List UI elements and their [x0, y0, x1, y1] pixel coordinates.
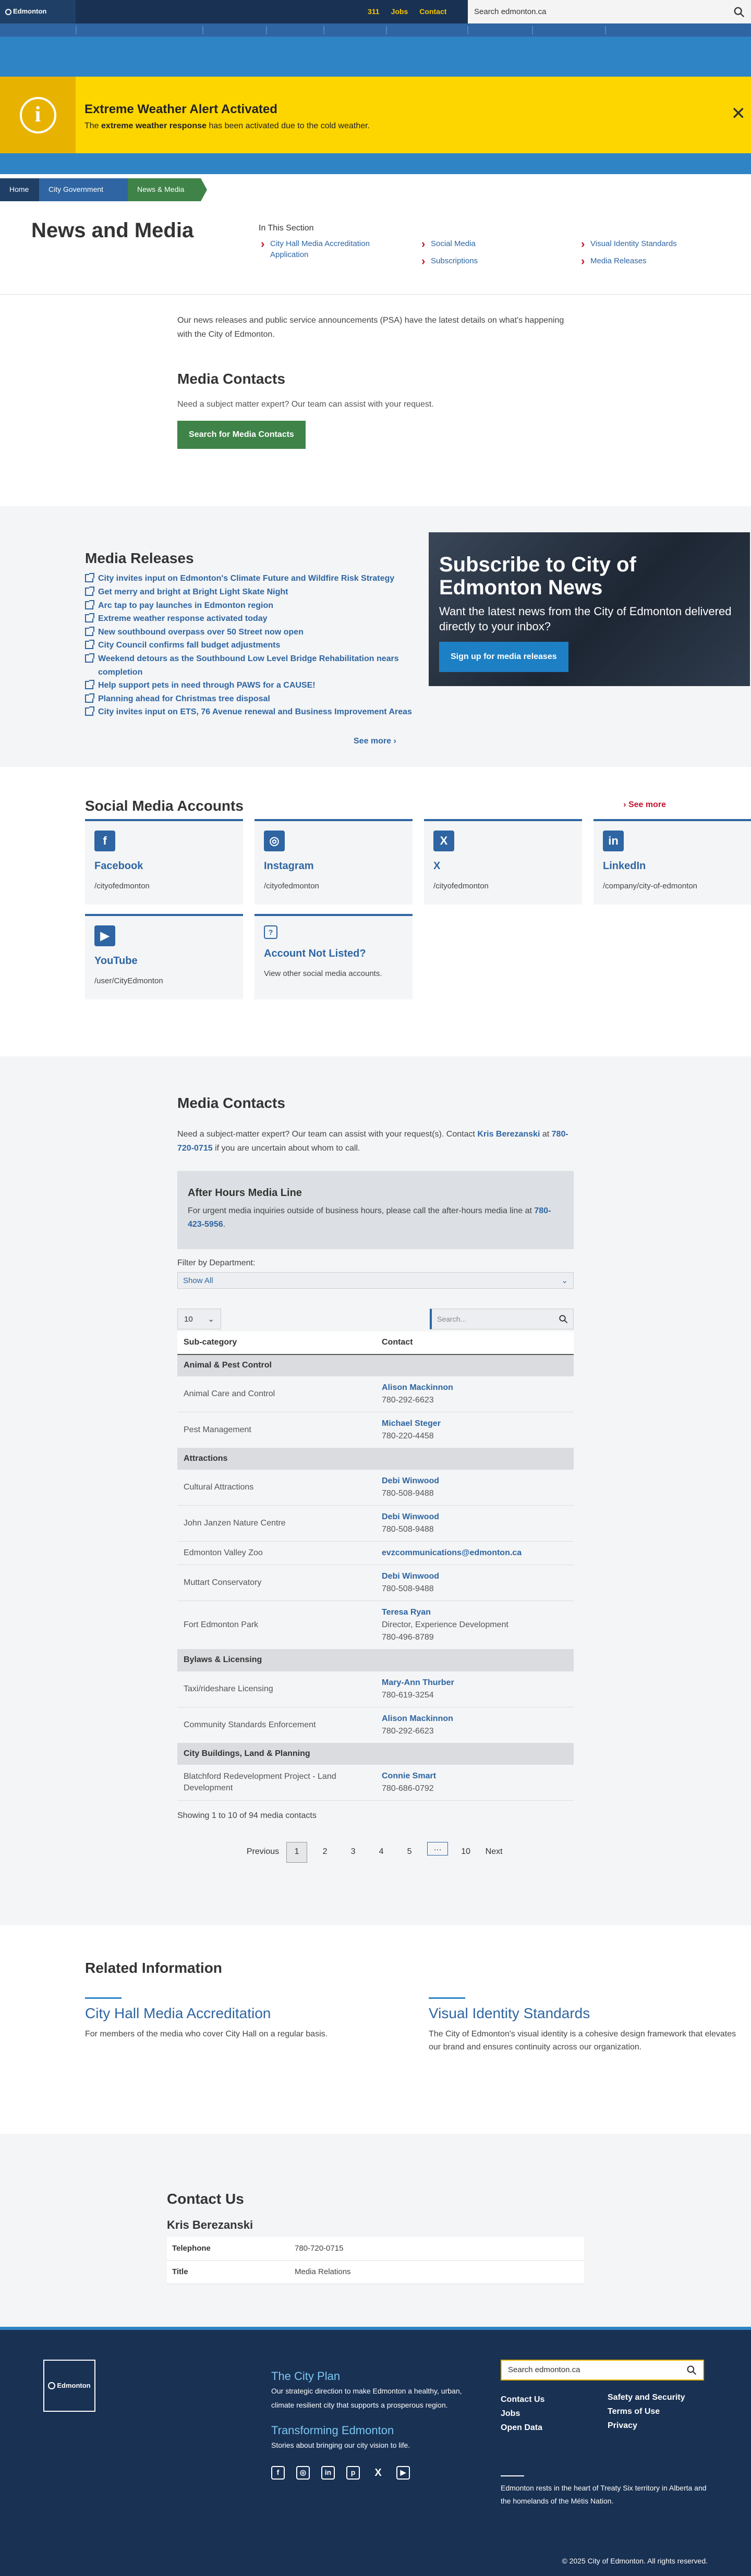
contact-cell	[376, 1506, 574, 1542]
section-link-media-releases[interactable]: › Media Releases	[580, 255, 647, 266]
pagination	[177, 1842, 574, 1863]
social-card-handle: /company/city-of-edmonton	[603, 882, 697, 891]
youtube-icon[interactable]: ▶	[396, 2466, 410, 2480]
lightbulb-icon: ?	[264, 925, 277, 939]
table-row	[177, 1542, 574, 1565]
social-title: Social Media Accounts	[85, 798, 244, 814]
contact-info: 780-292-6623	[382, 1396, 434, 1405]
table-row	[177, 1506, 574, 1542]
table-row	[177, 1765, 574, 1801]
signup-media-releases-button[interactable]: Sign up for media releases	[439, 642, 568, 672]
social-card-handle: /user/CityEdmonton	[94, 976, 163, 986]
contact-name-link[interactable]: Debi Winwood	[382, 1512, 440, 1522]
table-row	[177, 1376, 574, 1412]
chevron-down-icon: ⌄	[208, 1314, 214, 1324]
contact-name-link[interactable]: Connie Smart	[382, 1772, 437, 1781]
after-hours-title: After Hours Media Line	[188, 1187, 302, 1199]
copyright: © 2025 City of Edmonton. All rights reserved.	[562, 2557, 708, 2566]
department-filter-select[interactable]: Show All ⌄	[177, 1272, 574, 1289]
contact-cell	[376, 1542, 574, 1565]
section-link-accreditation[interactable]: › City Hall Media Accreditation Application	[260, 238, 406, 260]
social-card-name[interactable]: LinkedIn	[603, 860, 646, 872]
contact-cell	[376, 1565, 574, 1601]
in-this-section-title: In This Section	[259, 224, 314, 233]
contact-info: 780-508-9488	[382, 1584, 434, 1594]
table-group-row: Attractions	[177, 1448, 574, 1470]
chevron-down-icon: ⌄	[561, 1276, 568, 1285]
contact-cell	[376, 1376, 574, 1412]
edmonton-logo[interactable]: Edmonton	[0, 0, 76, 23]
social-see-more-link[interactable]: › See more	[623, 800, 666, 810]
media-releases-section	[42, 506, 732, 767]
footer: Edmonton The City Plan Our strategic direction to make Edmonton a healthy, urban, climate resilient city that supports a prosperous region. Transforming Edmonton Stories about bringing our city vision to life. f ◎ in p X ▶ Search edmonton.ca Contact Us Jobs Open Data Safety and Security Terms of Use Privacy Edmonton rests in the heart of Treaty Six territory in Alberta and the homelands of the Métis Nation. © 2025 City of Edmonton. All rights reserved.	[0, 2327, 751, 2576]
x-icon[interactable]: X	[374, 2467, 382, 2479]
page-length-select[interactable]: 10 ⌄	[177, 1309, 221, 1329]
weather-alert	[0, 77, 751, 153]
table-row	[177, 1707, 574, 1743]
releases-see-more-link[interactable]: See more ›	[354, 737, 396, 746]
sub-category-cell: Taxi/rideshare Licensing	[177, 1671, 376, 1707]
social-card[interactable]	[85, 819, 243, 905]
external-link-icon	[85, 588, 93, 596]
search-icon[interactable]	[686, 2365, 697, 2375]
media-release-link[interactable]: New southbound overpass over 50 Street now open	[85, 626, 414, 639]
intro-section	[177, 295, 574, 506]
table-group-row: City Buildings, Land & Planning	[177, 1743, 574, 1764]
media-release-link[interactable]: City invites input on Edmonton's Climate Future and Wildfire Risk Strategy	[85, 572, 414, 585]
media-release-link[interactable]: Help support pets in need through PAWS for a CAUSE!	[85, 679, 414, 692]
facebook-icon: f	[94, 831, 115, 851]
logo-ring-icon	[5, 9, 11, 15]
social-media-section	[42, 767, 709, 1056]
filter-label: Filter by Department:	[177, 1258, 256, 1267]
contact-name: Kris Berezanski	[167, 2218, 253, 2231]
after-hours-text: For urgent media inquiries outside of business hours, please call the after-hours media line at 780-423-5956.	[188, 1206, 551, 1229]
external-link-icon	[85, 681, 93, 689]
after-hours-phone-link[interactable]: 780-423-5956	[188, 1206, 551, 1229]
media-releases-list	[85, 572, 414, 719]
related-title: Related Information	[85, 1959, 222, 1976]
footer-link-open-data[interactable]: Open Data	[501, 2423, 543, 2433]
instagram-icon: ◎	[264, 831, 285, 851]
breadcrumb-news-media[interactable]: News & Media	[128, 178, 201, 201]
contact-us-section	[0, 2134, 751, 2327]
sub-category-cell: Pest Management	[177, 1412, 376, 1448]
media-release-link[interactable]: City invites input on ETS, 76 Avenue renewal and Business Improvement Areas	[85, 705, 414, 719]
related-information-section	[42, 1925, 736, 2134]
contact-cell	[376, 1470, 574, 1506]
column-header-sub-category[interactable]: Sub-category	[177, 1332, 376, 1354]
column-header-contact[interactable]: Contact	[376, 1332, 574, 1354]
media-contacts-lead: Need a subject-matter expert? Our team can assist with your request(s). Contact Kris Berezanski at 780-720-0715 if you are uncertain about whom to call.	[177, 1129, 568, 1153]
contact-name-link[interactable]: Debi Winwood	[382, 1572, 440, 1581]
media-release-link[interactable]: Get merry and bright at Bright Light Skate Night	[85, 585, 414, 599]
youtube-icon: ▶	[94, 925, 115, 946]
pinterest-icon[interactable]: p	[346, 2466, 360, 2480]
external-link-icon	[85, 654, 93, 663]
external-link-icon	[85, 601, 93, 609]
sub-nav	[0, 23, 751, 37]
sub-category-cell: Blatchford Redevelopment Project - Land Development	[177, 1765, 376, 1801]
subscribe-text: Want the latest news from the City of Edmonton delivered directly to your inbox?	[439, 605, 732, 633]
lead-phone-link[interactable]: 780-720-0715	[177, 1129, 568, 1153]
footer-link-contact[interactable]: Contact Us	[501, 2395, 545, 2404]
contact-row: Telephone 780-720-0715	[167, 2237, 584, 2261]
media-contacts-section	[177, 1056, 574, 1925]
social-card-name[interactable]: Facebook	[94, 860, 143, 872]
intro-heading: Media Contacts	[177, 371, 285, 387]
intro-text: Our news releases and public service announcements (PSA) have the latest details on what's happening with the City of Edmonton.	[177, 316, 564, 339]
social-card[interactable]	[85, 914, 243, 999]
media-release-link[interactable]: Weekend detours as the Southbound Low Level Bridge Rehabilitation nears completion	[85, 652, 414, 679]
footer-logo[interactable]: Edmonton	[43, 2360, 95, 2412]
contact-info: 780-220-4458	[382, 1432, 434, 1441]
contact-cell	[376, 1601, 574, 1650]
social-card[interactable]	[424, 819, 582, 905]
alert-title: Extreme Weather Alert Activated	[84, 102, 277, 116]
media-release-link[interactable]: Extreme weather response activated today	[85, 612, 414, 626]
media-release-link[interactable]: Planning ahead for Christmas tree disposal	[85, 692, 414, 706]
contact-info: 780-508-9488	[382, 1489, 434, 1498]
top-nav	[368, 0, 458, 23]
alert-text: The extreme weather response has been activated due to the cold weather.	[84, 121, 370, 130]
table-row	[177, 1412, 574, 1448]
pagination-page[interactable]: 5	[407, 1847, 412, 1857]
contact-info: 780-619-3254	[382, 1690, 434, 1700]
contact-table	[167, 2237, 584, 2284]
footer-city-plan-link[interactable]: The City Plan	[271, 2369, 341, 2383]
close-icon[interactable]: ✕	[731, 104, 746, 124]
footer-link-terms[interactable]: Terms of Use	[608, 2407, 660, 2416]
breadcrumb	[0, 174, 751, 205]
media-contacts-title: Media Contacts	[177, 1095, 285, 1112]
social-card[interactable]	[255, 914, 413, 999]
header-search[interactable]	[468, 0, 751, 23]
search-media-contacts-button[interactable]: Search for Media Contacts	[177, 421, 306, 449]
instagram-icon[interactable]: ◎	[296, 2466, 310, 2480]
footer-link-safety[interactable]: Safety and Security	[608, 2392, 685, 2402]
social-card-handle: /cityofedmonton	[433, 882, 489, 891]
facebook-icon[interactable]: f	[271, 2466, 285, 2480]
pagination-previous[interactable]: Previous	[246, 1847, 280, 1857]
table-row	[177, 1601, 574, 1650]
contact-info: 780-508-9488	[382, 1525, 434, 1534]
related-item: City Hall Media Accreditation For members of the media who cover City Hall on a regular basis.	[85, 1997, 398, 2041]
contact-cell	[376, 1765, 574, 1801]
social-card-name[interactable]: YouTube	[94, 955, 138, 967]
footer-social-icons	[271, 2466, 410, 2480]
pagination-page[interactable]: 3	[350, 1847, 356, 1857]
social-card-name[interactable]: Instagram	[264, 860, 314, 872]
nav-jobs[interactable]: Jobs	[391, 7, 408, 16]
top-bar	[0, 0, 751, 23]
table-row	[177, 1565, 574, 1601]
pagination-next[interactable]: Next	[485, 1847, 503, 1857]
sub-category-cell: John Janzen Nature Centre	[177, 1506, 376, 1542]
page-header	[0, 205, 751, 294]
info-icon: i	[20, 97, 56, 133]
sub-category-cell: Community Standards Enforcement	[177, 1707, 376, 1743]
land-acknowledgement: Edmonton rests in the heart of Treaty Six territory in Alberta and the homelands of the Métis Nation.	[501, 2475, 709, 2508]
after-hours-box	[177, 1171, 574, 1249]
contact-name-link[interactable]: Michael Steger	[382, 1419, 441, 1429]
related-link-accreditation[interactable]: City Hall Media Accreditation	[85, 2005, 271, 2021]
section-link-subscriptions[interactable]: › Subscriptions	[420, 255, 478, 266]
lead-contact-link[interactable]: Kris Berezanski	[477, 1129, 540, 1139]
contact-name-link[interactable]: Alison Mackinnon	[382, 1714, 453, 1723]
media-contacts-table	[177, 1332, 574, 1801]
pagination-page[interactable]: 1	[286, 1842, 307, 1863]
contact-row: Title Media Relations	[167, 2261, 584, 2284]
section-link-visual-identity[interactable]: › Visual Identity Standards	[580, 238, 677, 249]
external-link-icon	[85, 574, 93, 582]
contact-name-link[interactable]: Mary-Ann Thurber	[382, 1678, 454, 1687]
sub-category-cell: Edmonton Valley Zoo	[177, 1542, 376, 1565]
pagination-page[interactable]: 10	[461, 1847, 471, 1857]
contact-us-title: Contact Us	[167, 2190, 244, 2207]
breadcrumb-city-government[interactable]: City Government	[39, 178, 128, 201]
social-card-handle: /cityofedmonton	[94, 882, 150, 891]
subscribe-box	[429, 532, 750, 686]
table-info: Showing 1 to 10 of 94 media contacts	[177, 1811, 317, 1821]
contact-name-link[interactable]: Debi Winwood	[382, 1476, 440, 1486]
external-link-icon	[85, 707, 93, 716]
footer-search-input[interactable]: Search edmonton.ca	[501, 2360, 704, 2380]
contact-name-link[interactable]: evzcommunications@edmonton.ca	[382, 1548, 522, 1558]
footer-link-privacy[interactable]: Privacy	[608, 2421, 637, 2431]
hero-band-lower	[0, 153, 751, 174]
nav-contact[interactable]: Contact	[419, 7, 447, 16]
media-release-link[interactable]: City Council confirms fall budget adjustments	[85, 639, 414, 652]
contact-cell	[376, 1707, 574, 1743]
social-card-handle: View other social media accounts.	[264, 969, 382, 979]
hero-band	[0, 37, 751, 77]
sub-category-cell: Animal Care and Control	[177, 1376, 376, 1412]
linkedin-icon: in	[603, 831, 624, 851]
search-icon[interactable]	[559, 1314, 568, 1324]
nav-311[interactable]: 311	[368, 7, 380, 16]
social-card[interactable]	[255, 819, 413, 905]
related-item: Visual Identity Standards The City of Edmonton's visual identity is a cohesive design framework that elevates our brand and ensures continuity across our organization.	[429, 1997, 742, 2054]
contact-cell	[376, 1412, 574, 1448]
pagination-page[interactable]: 2	[322, 1847, 328, 1857]
sub-category-cell: Muttart Conservatory	[177, 1565, 376, 1601]
page-title: News and Media	[31, 219, 194, 242]
sub-category-cell: Fort Edmonton Park	[177, 1601, 376, 1650]
social-card-name[interactable]: X	[433, 860, 441, 872]
search-icon[interactable]	[733, 6, 745, 18]
contact-cell	[376, 1671, 574, 1707]
contact-info: 780-686-0792	[382, 1784, 434, 1793]
pagination-page: …	[427, 1842, 448, 1855]
media-releases-title: Media Releases	[85, 550, 194, 567]
related-link-visual-identity[interactable]: Visual Identity Standards	[429, 2005, 590, 2021]
section-link-social-media[interactable]: › Social Media	[420, 238, 476, 249]
table-group-row: Bylaws & Licensing	[177, 1650, 574, 1671]
contact-info: 780-292-6623	[382, 1726, 434, 1736]
media-release-link[interactable]: Arc tap to pay launches in Edmonton region	[85, 599, 414, 613]
intro-sub: Need a subject matter expert? Our team can assist with your request.	[177, 399, 434, 409]
social-card-name[interactable]: Account Not Listed?	[264, 948, 366, 960]
pagination-page[interactable]: 4	[379, 1847, 384, 1857]
breadcrumb-home[interactable]: Home	[0, 178, 39, 201]
external-link-icon	[85, 641, 93, 649]
linkedin-icon[interactable]: in	[321, 2466, 335, 2480]
external-link-icon	[85, 628, 93, 636]
sub-category-cell: Cultural Attractions	[177, 1470, 376, 1506]
header-search-input[interactable]: Search edmonton.ca	[474, 7, 547, 16]
logo-ring-icon	[48, 2382, 55, 2389]
footer-transforming-link[interactable]: Transforming Edmonton	[271, 2423, 394, 2437]
table-group-row: Animal & Pest Control	[177, 1354, 574, 1376]
contact-name-link[interactable]: Teresa Ryan	[382, 1608, 431, 1617]
x-icon: X	[433, 831, 454, 851]
table-row	[177, 1470, 574, 1506]
external-link-icon	[85, 614, 93, 622]
contact-info: Director, Experience Development 780-496-8789	[382, 1620, 508, 1642]
social-card[interactable]	[593, 819, 751, 905]
footer-link-jobs[interactable]: Jobs	[501, 2409, 520, 2418]
table-row	[177, 1671, 574, 1707]
subscribe-title: Subscribe to City of Edmonton News	[439, 553, 636, 600]
external-link-icon	[85, 694, 93, 703]
contacts-search-input[interactable]: Search...	[430, 1309, 574, 1329]
contact-name-link[interactable]: Alison Mackinnon	[382, 1383, 453, 1393]
social-card-handle: /cityofedmonton	[264, 882, 319, 891]
